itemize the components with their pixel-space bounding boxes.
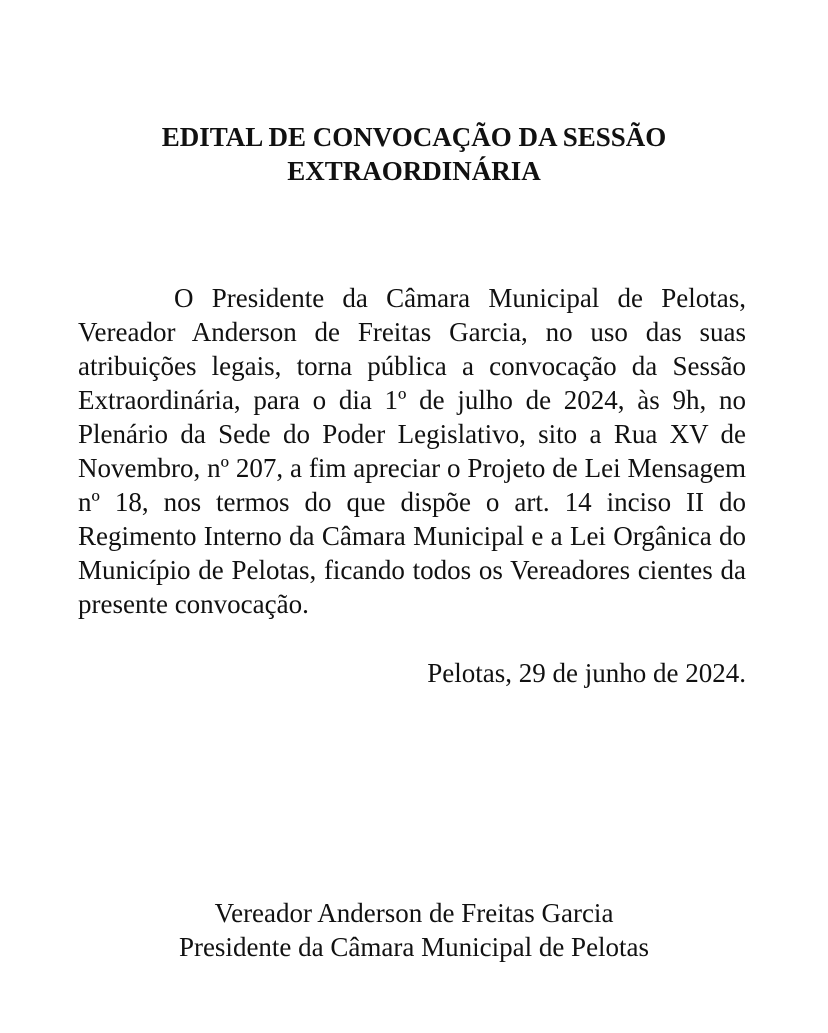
document-body-paragraph: O Presidente da Câmara Municipal de Pelotas, Vereador Anderson de Freitas Garcia, no uso das suas atribuições legais, torna pública a convocação da Sessão Extraordinária, para o dia 1º de julho de 2024, às 9h, no Plenário da Sede do Poder Legislativo, sito a Rua XV de Novembro, nº 207, a fim apreciar o Projeto de Lei Mensagem nº 18, nos termos do que dispõe o art. 14 inciso II do Regimento Interno da Câmara Municipal e a Lei Orgânica do Município de Pelotas, ficando todos os Vereadores cientes da presente convocação. — [78, 283, 746, 619]
document-title-line-1: EDITAL DE CONVOCAÇÃO DA SESSÃO — [161, 122, 667, 152]
document-date-line: Pelotas, 29 de junho de 2024. — [427, 658, 746, 688]
signature-role: Presidente da Câmara Municipal de Pelotas — [178, 932, 650, 962]
document-title-line-2: EXTRAORDINÁRIA — [287, 156, 541, 186]
signature-block — [0, 896, 828, 964]
signature-name: Vereador Anderson de Freitas Garcia — [214, 898, 614, 928]
